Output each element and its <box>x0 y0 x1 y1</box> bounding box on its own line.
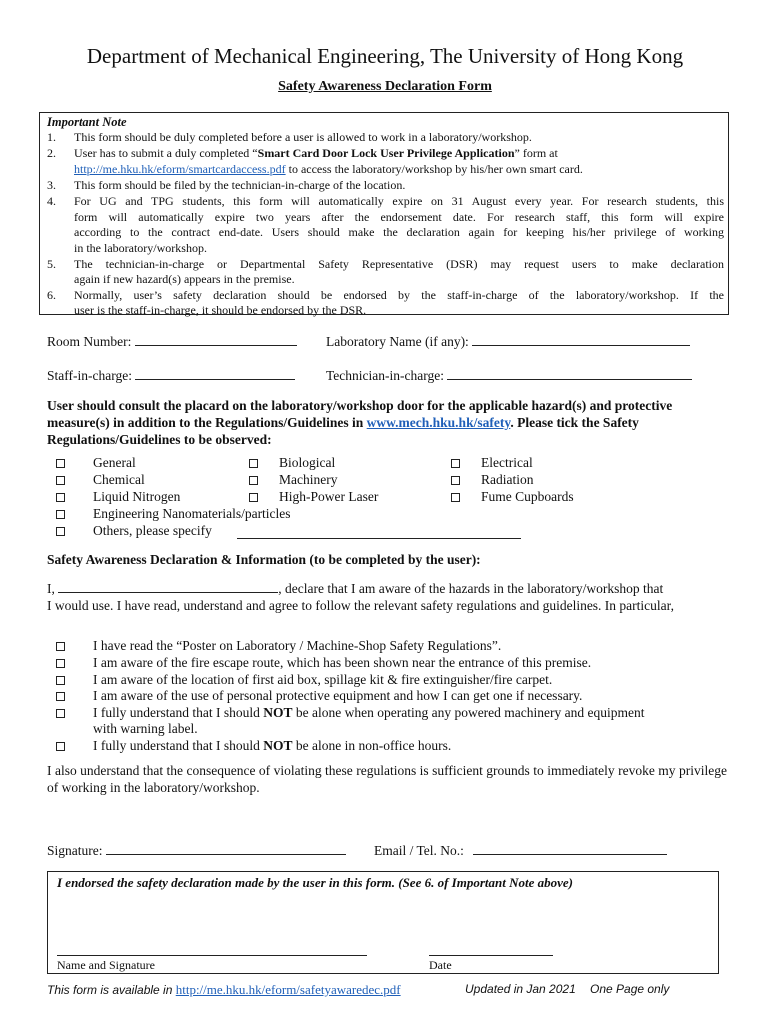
checkbox-poster[interactable] <box>56 642 65 651</box>
declaration-bold-text: NOT <box>263 738 293 753</box>
note-bold-text: Smart Card Door Lock User Privilege Application <box>257 146 515 160</box>
option-label: Machinery <box>279 472 338 487</box>
checkbox-fire-escape[interactable] <box>56 659 65 668</box>
endorsement-date-line[interactable] <box>429 955 553 956</box>
checkbox-not-alone-hours[interactable] <box>56 742 65 751</box>
user-name-input[interactable] <box>58 580 278 593</box>
footer-form-link[interactable]: http://me.hku.hk/eform/safetyawaredec.pdf <box>175 982 401 997</box>
note-item-4-line: in the laboratory/workshop. <box>74 241 207 255</box>
room-number-field <box>47 333 297 350</box>
lab-name-label: Laboratory Name (if any): <box>326 334 469 349</box>
technician-input[interactable] <box>447 367 692 380</box>
signature-input[interactable] <box>106 842 346 855</box>
staff-in-charge-input[interactable] <box>135 367 295 380</box>
checkbox-others[interactable] <box>56 527 65 536</box>
email-tel-input[interactable] <box>473 842 667 855</box>
note-number: 2. <box>47 146 56 160</box>
note-number: 1. <box>47 130 56 144</box>
declaration-item <box>93 705 645 722</box>
note-item-3: This form should be filed by the technician-in-charge of the location. <box>74 178 406 192</box>
declaration-intro-rest: I would use. I have read, understand and agree to follow the relevant safety regulations and guidelines. In particular, <box>47 598 674 613</box>
consult-instructions <box>47 397 727 448</box>
note-number: 6. <box>47 288 56 302</box>
declaration-text: I fully understand that I should <box>93 705 264 720</box>
smartcard-form-link[interactable]: http://me.hku.hk/eform/smartcardaccess.pdf <box>74 162 286 176</box>
checkbox-not-alone-machinery[interactable] <box>56 709 65 718</box>
staff-in-charge-label: Staff-in-charge: <box>47 368 132 383</box>
lab-name-input[interactable] <box>472 333 690 346</box>
note-item-4-line: form will automatically expire two years after the endorsement date. For research staff, this form will expire <box>74 210 724 224</box>
option-label: Chemical <box>93 472 145 487</box>
option-label: Radiation <box>481 472 534 487</box>
note-item-6-line: user is the staff-in-charge, it should be endorsed by the DSR. <box>74 303 367 317</box>
safety-website-link[interactable]: www.mech.hku.hk/safety <box>366 415 511 430</box>
note-item-5-line: The technician-in-charge or Departmental Safety Representative (DSR) may request users to make declaration <box>74 257 724 271</box>
page-title: Department of Mechanical Engineering, The University of Hong Kong <box>86 44 684 68</box>
option-label: High-Power Laser <box>279 489 379 504</box>
declaration-item: I have read the “Poster on Laboratory / Machine-Shop Safety Regulations”. <box>93 638 502 653</box>
note-text: to access the laboratory/workshop by his/her own smart card. <box>285 162 583 176</box>
checkbox-nanomaterials[interactable] <box>56 510 65 519</box>
date-label: Date <box>429 958 452 972</box>
technician-field <box>326 367 692 384</box>
consult-text: . Please tick the Safety Regulations/Guidelines to be observed: <box>47 415 639 447</box>
staff-in-charge-field <box>47 367 295 384</box>
note-text: User has to submit a duly completed “ <box>74 146 258 160</box>
checkbox-biological[interactable] <box>249 459 258 468</box>
footer-updated: Updated in Jan 2021 <box>465 982 576 996</box>
declaration-item: I am aware of the location of first aid box, spillage kit & fire extinguisher/fire carpet. <box>93 672 553 687</box>
declaration-text: I fully understand that I should <box>93 738 264 753</box>
form-title: Safety Awareness Declaration Form <box>278 79 492 94</box>
technician-label: Technician-in-charge: <box>326 368 444 383</box>
signature-field <box>47 842 346 859</box>
checkbox-high-power-laser[interactable] <box>249 493 258 502</box>
important-note-heading: Important Note <box>47 115 127 129</box>
option-label: Electrical <box>481 455 533 470</box>
checkbox-machinery[interactable] <box>249 476 258 485</box>
note-text: ” form at <box>514 146 558 160</box>
checkbox-electrical[interactable] <box>451 459 460 468</box>
option-label: Biological <box>279 455 336 470</box>
note-item-5-line: again if new hazard(s) appears in the premise. <box>74 272 295 286</box>
room-number-label: Room Number: <box>47 334 132 349</box>
checkbox-chemical[interactable] <box>56 476 65 485</box>
name-signature-label: Name and Signature <box>57 958 155 972</box>
others-specify-input[interactable] <box>237 526 521 539</box>
email-tel-field <box>374 842 667 859</box>
signature-label: Signature: <box>47 843 103 858</box>
lab-name-field <box>326 333 690 350</box>
declaration-bold-text: NOT <box>263 705 293 720</box>
option-label: Fume Cupboards <box>481 489 574 504</box>
option-label: Others, please specify <box>93 523 212 538</box>
checkbox-first-aid[interactable] <box>56 676 65 685</box>
note-item-6-line: Normally, user’s safety declaration should be endorsed by the staff-in-charge of the laboratory/workshop. If the <box>74 288 724 302</box>
option-label: Liquid Nitrogen <box>93 489 181 504</box>
option-label: Engineering Nanomaterials/particles <box>93 506 291 521</box>
declaration-intro-line1 <box>47 580 727 597</box>
endorsement-heading: I endorsed the safety declaration made by the user in this form. (See 6. of Important Note above) <box>57 875 574 890</box>
consequence-statement: I also understand that the consequence of violating these regulations is sufficient grounds to immediately revoke my privilege of working in the laboratory/workshop. <box>47 763 727 795</box>
footer-one-page: One Page only <box>590 982 670 996</box>
note-item-2-line2 <box>74 162 724 178</box>
note-number: 4. <box>47 194 56 208</box>
checkbox-liquid-nitrogen[interactable] <box>56 493 65 502</box>
declaration-item: I am aware of the fire escape route, which has been shown near the entrance of this premise. <box>93 655 592 670</box>
room-number-input[interactable] <box>135 333 297 346</box>
note-number: 3. <box>47 178 56 192</box>
email-tel-label: Email / Tel. No.: <box>374 843 464 858</box>
note-number: 5. <box>47 257 56 271</box>
declaration-text: I, <box>47 581 55 596</box>
declaration-item <box>93 738 451 755</box>
footer-text: This form is available in <box>47 983 176 997</box>
note-item-4-line: For UG and TPG students, this form will automatically expire on 31 August every year. For research students, this <box>74 194 724 208</box>
checkbox-radiation[interactable] <box>451 476 460 485</box>
note-item-4-line: according to the contract end-date. Users should make the declaration again for keeping his/her privilege of working <box>74 225 724 239</box>
declaration-text: , declare that I am aware of the hazards in the laboratory/workshop that <box>278 581 664 596</box>
declaration-text: be alone in non-office hours. <box>292 738 452 753</box>
endorser-signature-line[interactable] <box>57 955 367 956</box>
footer-availability <box>47 982 401 998</box>
checkbox-fume-cupboards[interactable] <box>451 493 460 502</box>
note-item-2 <box>74 146 724 162</box>
option-label: General <box>93 455 136 470</box>
declaration-heading: Safety Awareness Declaration & Information (to be completed by the user): <box>47 552 481 567</box>
declaration-item-line2: with warning label. <box>93 721 198 736</box>
consult-text: User should consult the placard on the laboratory/workshop door for the applicable hazard(s) and protective measure(s) in addition to the Regulations/Guidelines in <box>47 398 673 430</box>
checkbox-ppe[interactable] <box>56 692 65 701</box>
declaration-item: I am aware of the use of personal protective equipment and how I can get one if necessary. <box>93 688 583 703</box>
declaration-text: be alone when operating any powered machinery and equipment <box>292 705 645 720</box>
checkbox-general[interactable] <box>56 459 65 468</box>
note-item-1: This form should be duly completed before a user is allowed to work in a laboratory/workshop. <box>74 130 532 144</box>
